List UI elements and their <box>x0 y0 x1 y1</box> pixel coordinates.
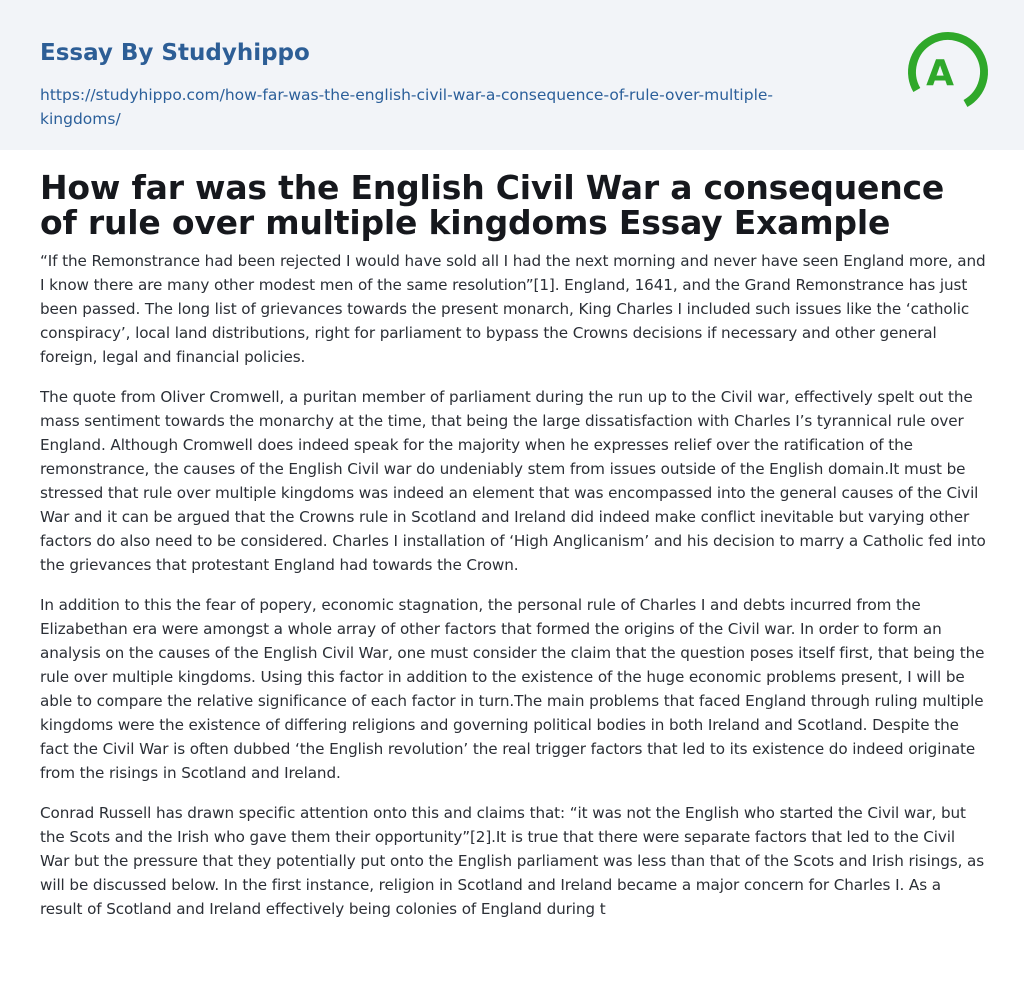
essay-paragraph: The quote from Oliver Cromwell, a puritan member of parliament during the run up to the Civil war, effectively spelt out the mass sentiment towards the monarchy at the time, that being the large dissatisfaction with Charles I’s tyrannical rule over England. Although Cromwell does indeed speak for the majority when he expresses relief over the ratification of the remonstrance, the causes of the English Civil war do undeniably stem from issues outside of the English domain.It must be stressed that rule over multiple kingdoms was indeed an element that was encompassed into the general causes of the Civil War and it can be argued that the Crowns rule in Scotland and Ireland did indeed make conflict inevitable but varying other factors do also need to be considered. Charles I installation of ‘High Anglicanism’ and his decision to marry a Catholic fed into the grievances that protestant England had towards the Crown. <box>40 388 986 574</box>
studyhippo-logo[interactable] <box>906 30 990 114</box>
essay-body <box>40 249 986 949</box>
brand-name[interactable]: Essay By Studyhippo <box>40 40 310 66</box>
essay-paragraph: In addition to this the fear of popery, economic stagnation, the personal rule of Charles I and debts incurred from the Elizabethan era were amongst a whole array of other factors that formed the origins of the Civil war. In order to form an analysis on the causes of the English Civil War, one must consider the claim that the question poses itself first, that being the rule over multiple kingdoms. Using this factor in addition to the existence of the huge economic problems present, I will be able to compare the relative significance of each factor in turn.The main problems that faced England through ruling multiple kingdoms were the existence of differing religions and governing political bodies in both Ireland and Scotland. Despite the fact the Civil War is often dubbed ‘the English revolution’ the real trigger factors that led to its existence do indeed originate from the risings in Scotland and Ireland. <box>40 596 985 782</box>
essay-paragraph: Conrad Russell has drawn specific attention onto this and claims that: “it was not the English who started the Civil war, but the Scots and the Irish who gave them their opportunity”[2].It is true that there were separate factors that led to the Civil War but the pressure that they potentially put onto the English parliament was less than that of the Scots and Irish risings, as will be discussed below. In the first instance, religion in Scotland and Ireland became a major concern for Charles I. As a result of Scotland and Ireland effectively being colonies of England during t <box>40 804 985 918</box>
source-url-link[interactable]: https://studyhippo.com/how-far-was-the-english-civil-war-a-consequence-of-rule-over-multiple-kingdoms/ <box>40 86 774 128</box>
site-header <box>0 0 1024 150</box>
essay-title: How far was the English Civil War a consequence of rule over multiple kingdoms Essay Example <box>40 168 945 242</box>
essay-paragraph: “If the Remonstrance had been rejected I would have sold all I had the next morning and never have seen England more, and I know there are many other modest men of the same resolution”[1]. England, 1641, and the Grand Remonstrance has just been passed. The long list of grievances towards the present monarch, King Charles I included such issues like the ‘catholic conspiracy’, local land distributions, right for parliament to bypass the Crowns decisions if necessary and other general foreign, legal and financial policies. <box>40 252 986 366</box>
logo-letter: A <box>926 53 954 94</box>
